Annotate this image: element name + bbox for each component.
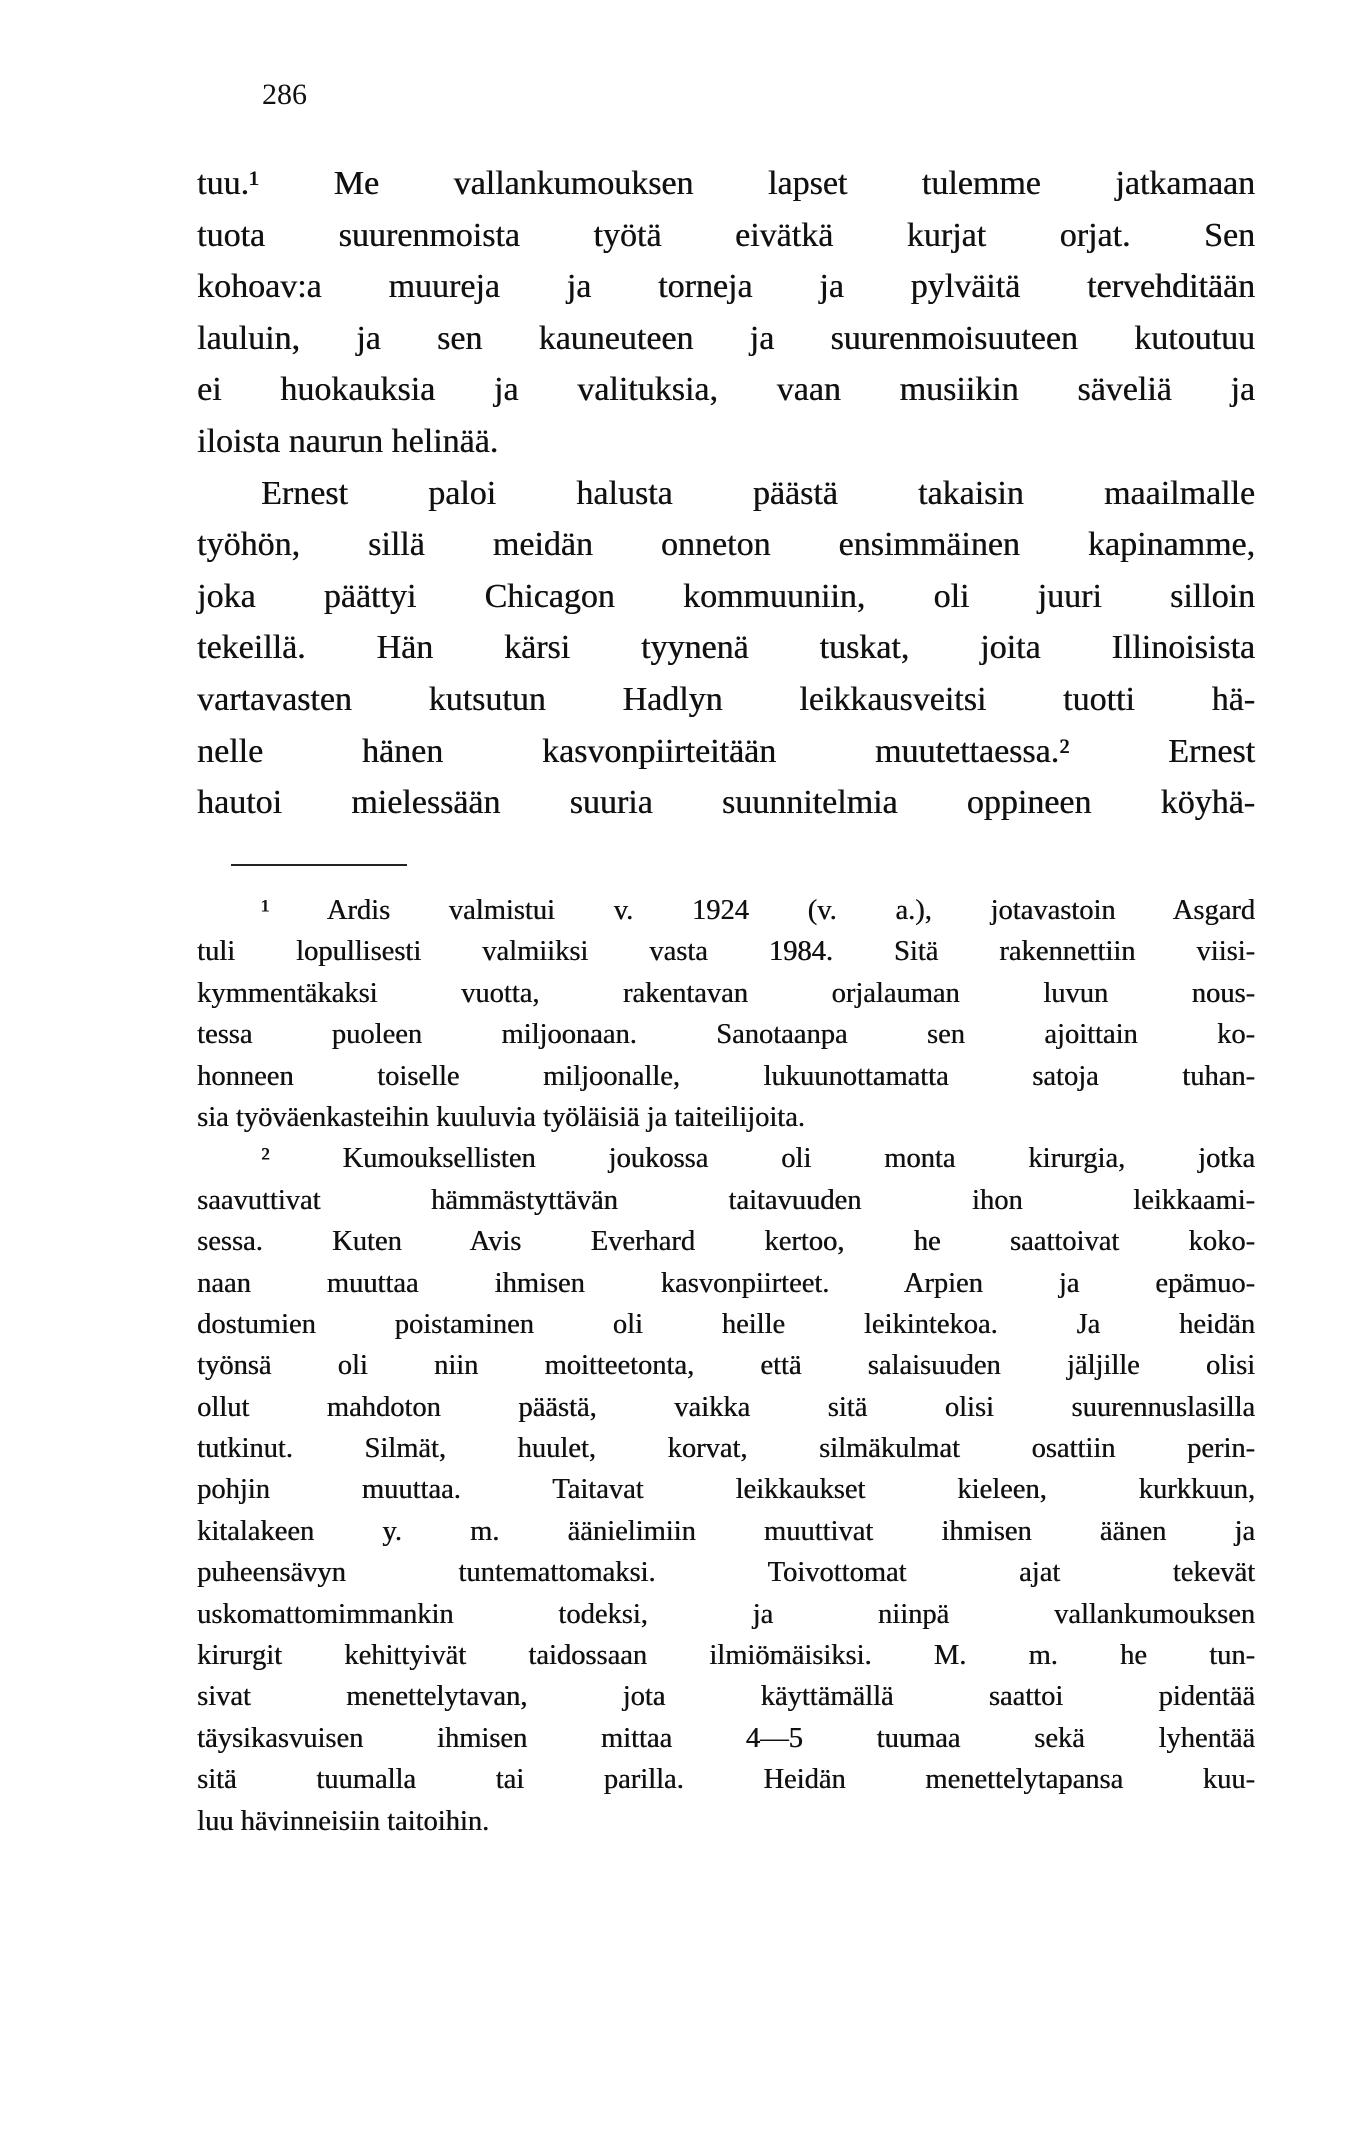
text-line: tuota suurenmoista työtä eivätkä kurjat orjat. Sen: [197, 216, 1255, 254]
text-line: nelle hänen kasvonpiirteitään muutettaessa.² Ernest: [197, 732, 1255, 770]
footnote-line: tessa puoleen miljoonaan. Sanotaanpa sen ajoittain ko-: [197, 1019, 1255, 1051]
text-line: hautoi mielessään suuria suunnitelmia oppineen köyhä-: [197, 784, 1255, 822]
footnote-line: ollut mahdoton päästä, vaikka sitä olisi suurennuslasilla: [197, 1391, 1255, 1423]
text-line: vartavasten kutsutun Hadlyn leikkausveitsi tuotti hä-: [197, 680, 1255, 718]
footnote-line: pohjin muuttaa. Taitavat leikkaukset kieleen, kurkkuun,: [197, 1474, 1255, 1506]
footnote-line: dostumien poistaminen oli heille leikintekoa. Ja heidän: [197, 1308, 1255, 1340]
footnote-separator: [231, 864, 407, 866]
footnote-line: puheensävyn tuntemattomaksi. Toivottomat ajat tekevät: [197, 1557, 1255, 1589]
footnote-line: honneen toiselle miljoonalle, lukuunottamatta satoja tuhan-: [197, 1060, 1255, 1092]
footnote-line: sia työväenkasteihin kuuluvia työläisiä ja taiteilijoita.: [197, 1101, 805, 1133]
text-line: iloista naurun helinää.: [197, 422, 499, 460]
text-line: tuu.¹ Me vallankumouksen lapset tulemme jatkamaan: [197, 165, 1255, 202]
footnote-line: luu hävinneisiin taitoihin.: [197, 1805, 490, 1837]
footnotes: [197, 890, 1255, 1842]
text-line: työhön, sillä meidän onneton ensimmäinen kapinamme,: [197, 526, 1255, 564]
footnote-line: uskomattomimmankin todeksi, ja niinpä vallankumouksen: [197, 1598, 1255, 1630]
footnote-line: sivat menettelytavan, jota käyttämällä saattoi pidentää: [197, 1681, 1255, 1713]
text-line: Ernest paloi halusta päästä takaisin maailmalle: [261, 474, 1255, 512]
page-number: 286: [262, 78, 307, 111]
text-line: kohoav:a muureja ja torneja ja pylväitä tervehditään: [197, 268, 1255, 306]
text-line: ei huokauksia ja valituksia, vaan musiikin säveliä ja: [197, 371, 1255, 409]
footnote-line: kirurgit kehittyivät taidossaan ilmiömäisiksi. M. m. he tun-: [197, 1640, 1255, 1672]
text-line: tekeillä. Hän kärsi tyynenä tuskat, joita Illinoisista: [197, 629, 1255, 667]
footnote-line: työnsä oli niin moitteetonta, että salaisuuden jäljille olisi: [197, 1350, 1255, 1382]
main-text: [197, 158, 1255, 829]
footnote-line: täysikasvuisen ihmisen mittaa 4—5 tuumaa sekä lyhentää: [197, 1722, 1255, 1754]
footnote-line: sitä tuumalla tai parilla. Heidän menettelytapansa kuu-: [197, 1764, 1255, 1796]
text-line: joka päättyi Chicagon kommuuniin, oli juuri silloin: [197, 577, 1255, 615]
footnote-line: tuli lopullisesti valmiiksi vasta 1984. Sitä rakennettiin viisi-: [197, 936, 1255, 968]
footnote-line: tutkinut. Silmät, huulet, korvat, silmäkulmat osattiin perin-: [197, 1433, 1255, 1465]
footnote-line: ¹ Ardis valmistui v. 1924 (v. a.), jotavastoin Asgard: [261, 895, 1255, 926]
footnote-line: kitalakeen y. m. äänielimiin muuttivat ihmisen äänen ja: [197, 1515, 1255, 1547]
footnote-line: saavuttivat hämmästyttävän taitavuuden ihon leikkaami-: [197, 1184, 1255, 1216]
footnote-line: sessa. Kuten Avis Everhard kertoo, he saattoivat koko-: [197, 1226, 1255, 1258]
footnote-line: naan muuttaa ihmisen kasvonpiirteet. Arpien ja epämuo-: [197, 1267, 1255, 1299]
text-line: lauluin, ja sen kauneuteen ja suurenmoisuuteen kutoutuu: [197, 319, 1255, 357]
footnote-line: ² Kumouksellisten joukossa oli monta kirurgia, jotka: [261, 1143, 1255, 1175]
footnote-line: kymmentäkaksi vuotta, rakentavan orjalauman luvun nous-: [197, 977, 1255, 1009]
